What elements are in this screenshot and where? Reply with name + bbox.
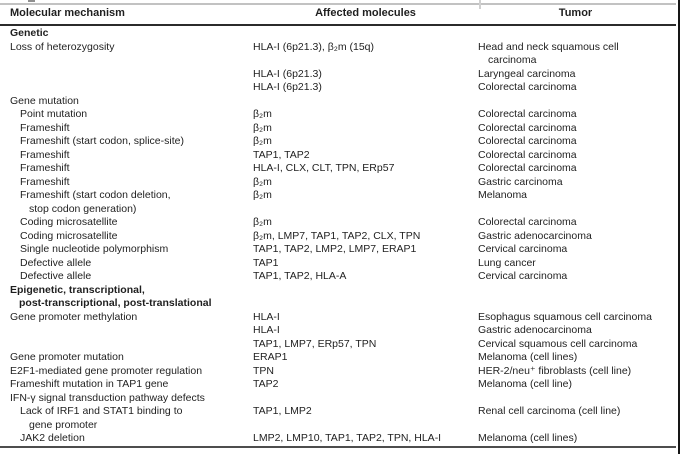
table-row <box>0 392 676 406</box>
immune-escape-table <box>0 7 676 448</box>
table-row <box>0 257 676 271</box>
molecules-cell: HLA-I, CLX, CLT, TPN, ERp57 <box>253 162 395 174</box>
mechanism-text: Single nucleotide polymorphism <box>20 243 169 255</box>
table-row <box>0 284 676 311</box>
tumor-cell <box>478 270 673 284</box>
tumor-cell <box>478 135 673 149</box>
mechanism-cell <box>0 230 243 244</box>
table-row <box>0 41 676 68</box>
table-row <box>0 135 676 149</box>
caption-fragment-artifact <box>28 0 35 2</box>
mechanism-text: Frameshift (start codon, splice-site) <box>20 135 184 147</box>
mechanism-cell <box>0 270 243 284</box>
table-row <box>0 243 676 257</box>
mechanism-text: Defective allele <box>20 270 92 282</box>
tumor-text: Melanoma <box>478 189 528 201</box>
molecules-cell: TAP1, LMP2 <box>253 405 312 417</box>
mechanism-cell <box>0 27 243 41</box>
molecules-cell <box>243 284 478 311</box>
tumor-text: Melanoma (cell lines) <box>478 351 578 363</box>
mechanism-cell <box>0 257 243 271</box>
mechanism-cell <box>0 216 243 230</box>
mechanism-text: Coding microsatellite <box>20 229 118 242</box>
tumor-cell <box>478 41 673 68</box>
molecules-cell: HLA-I <box>253 324 280 336</box>
table-row <box>0 338 676 352</box>
mechanism-cell <box>0 176 243 190</box>
table-row <box>0 230 676 244</box>
mechanism-cell <box>0 365 243 379</box>
mechanism-text: Frameshift mutation in TAP1 gene <box>10 378 169 390</box>
tumor-text: Head and neck squamous cell <box>478 40 619 53</box>
molecules-cell: TAP2 <box>253 378 279 390</box>
top-light-rule <box>0 3 676 5</box>
mechanism-cell <box>0 149 243 163</box>
mechanism-cell <box>0 68 243 82</box>
tumor-cell <box>478 324 673 338</box>
table-row <box>0 122 676 136</box>
tumor-cell <box>478 392 673 406</box>
mechanism-cell <box>0 243 243 257</box>
tumor-cell <box>478 351 673 365</box>
tumor-cell <box>478 230 673 244</box>
table-row <box>0 81 676 95</box>
mechanism-text: Gene promoter methylation <box>10 310 138 323</box>
tumor-cell <box>478 257 673 271</box>
table-header-row <box>0 7 676 24</box>
tumor-text: Cervical squamous cell carcinoma <box>478 337 638 350</box>
tumor-cell <box>478 162 673 176</box>
table-row <box>0 68 676 82</box>
mechanism-cell <box>0 392 243 406</box>
table-row <box>0 108 676 122</box>
mechanism-cell <box>0 351 243 365</box>
molecules-cell: TAP1, TAP2, HLA-A <box>253 270 347 282</box>
page-right-border <box>678 0 680 454</box>
mechanism-cell <box>0 324 243 338</box>
molecules-cell: TAP1 <box>253 256 279 269</box>
mechanism-cell <box>0 95 243 109</box>
tumor-text: Lung cancer <box>478 256 536 269</box>
molecules-cell: HLA-I (6p21.3) <box>253 67 322 80</box>
tumor-text: Esophagus squamous cell carcinoma <box>478 310 652 323</box>
table-row <box>0 95 676 109</box>
tumor-text: Gastric adenocarcinoma <box>478 229 592 242</box>
tumor-cell <box>478 365 673 379</box>
mechanism-cell <box>0 135 243 149</box>
mechanism-text: Loss of heterozygosity <box>10 40 115 53</box>
mechanism-text: Frameshift <box>20 162 70 174</box>
mechanism-continuation: stop codon generation) <box>29 202 137 215</box>
table-row <box>0 324 676 338</box>
mechanism-continuation: gene promoter <box>29 418 98 431</box>
molecules-cell: TAP1, LMP7, ERp57, TPN <box>253 337 377 350</box>
table-row <box>0 405 676 432</box>
header-molecular-mechanism: Molecular mechanism <box>10 7 125 19</box>
mechanism-cell <box>0 284 243 311</box>
tumor-continuation: carcinoma <box>488 54 537 66</box>
tumor-text: Colorectal carcinoma <box>478 81 577 93</box>
molecules-cell: β₂m <box>253 135 272 147</box>
tumor-text: Colorectal carcinoma <box>478 135 577 147</box>
molecules-cell: HLA-I <box>253 310 280 323</box>
mechanism-cell <box>0 311 243 325</box>
mechanism-text: IFN-γ signal transduction pathway defects <box>10 391 205 404</box>
molecules-cell <box>243 95 478 109</box>
mechanism-cell <box>0 338 243 352</box>
tumor-text: Melanoma (cell line) <box>478 378 572 390</box>
molecules-cell: LMP2, LMP10, TAP1, TAP2, TPN, HLA-I <box>253 432 442 444</box>
table-row <box>0 365 676 379</box>
table-row <box>0 351 676 365</box>
mechanism-text: Gene mutation <box>10 94 79 107</box>
molecules-cell: β₂m <box>253 216 272 228</box>
molecules-cell: TAP1, TAP2, LMP2, LMP7, ERAP1 <box>253 243 417 255</box>
mechanism-cell <box>0 189 243 216</box>
mechanism-cell <box>0 162 243 176</box>
mechanism-text: E2F1-mediated gene promoter regulation <box>10 364 203 377</box>
tumor-text: Gastric carcinoma <box>478 175 563 188</box>
table-row <box>0 149 676 163</box>
table-row <box>0 270 676 284</box>
tumor-cell <box>478 95 673 109</box>
mechanism-text: Frameshift <box>20 121 70 134</box>
table-row <box>0 189 676 216</box>
tumor-cell <box>478 189 673 216</box>
tumor-cell <box>478 27 673 41</box>
tumor-text: Colorectal carcinoma <box>478 162 577 174</box>
tumor-cell <box>478 432 673 446</box>
mechanism-cell <box>0 41 243 68</box>
molecules-cell <box>243 27 478 41</box>
mechanism-cell <box>0 432 243 446</box>
mechanism-text: Epigenetic, transcriptional, <box>10 283 145 296</box>
mechanism-text: Gene promoter mutation <box>10 351 124 363</box>
mechanism-cell <box>0 81 243 95</box>
molecules-cell: HLA-I (6p21.3) <box>253 81 322 93</box>
tumor-text: Cervical carcinoma <box>478 270 568 282</box>
table-row <box>0 311 676 325</box>
mechanism-cell <box>0 405 243 432</box>
mechanism-text: Defective allele <box>20 256 92 269</box>
tumor-text: Laryngeal carcinoma <box>478 67 576 80</box>
tumor-text: HER-2/neu⁺ fibroblasts (cell line) <box>478 364 632 377</box>
tumor-cell <box>478 176 673 190</box>
table-body <box>0 26 676 446</box>
table-row <box>0 162 676 176</box>
table-row <box>0 176 676 190</box>
tumor-text: Gastric adenocarcinoma <box>478 324 592 336</box>
molecules-cell: β₂m <box>253 175 272 188</box>
mechanism-text: JAK2 deletion <box>20 432 85 444</box>
mechanism-cell <box>0 108 243 122</box>
tumor-cell <box>478 108 673 122</box>
mechanism-text: Frameshift <box>20 148 70 161</box>
tumor-cell <box>478 311 673 325</box>
molecules-cell: β₂m <box>253 121 272 134</box>
tumor-text: Colorectal carcinoma <box>478 121 577 134</box>
table-row <box>0 216 676 230</box>
tumor-cell <box>478 122 673 136</box>
tumor-cell <box>478 284 673 311</box>
tumor-cell <box>478 338 673 352</box>
header-affected-molecules: Affected molecules <box>315 7 416 19</box>
molecules-cell: TPN <box>253 364 274 377</box>
tumor-text: Colorectal carcinoma <box>478 216 577 228</box>
tumor-text: Melanoma (cell lines) <box>478 432 578 444</box>
tumor-text: Colorectal carcinoma <box>478 148 577 161</box>
table-row <box>0 27 676 41</box>
tumor-cell <box>478 243 673 257</box>
table-row <box>0 432 676 446</box>
mechanism-text: Frameshift <box>20 175 70 188</box>
tumor-cell <box>478 149 673 163</box>
header-tumor: Tumor <box>558 7 593 19</box>
tumor-cell <box>478 405 673 432</box>
tumor-text: Renal cell carcinoma (cell line) <box>478 405 621 417</box>
mechanism-text: Coding microsatellite <box>20 216 118 228</box>
molecules-cell: HLA-I (6p21.3), β₂m (15q) <box>253 40 374 53</box>
molecules-cell: β₂m <box>253 189 272 201</box>
mechanism-text: Point mutation <box>20 108 88 120</box>
mechanism-cell <box>0 378 243 392</box>
tumor-cell <box>478 68 673 82</box>
molecules-cell <box>243 392 478 406</box>
mechanism-text: Genetic <box>10 27 49 39</box>
mechanism-text: Lack of IRF1 and STAT1 binding to <box>20 405 183 417</box>
tumor-cell <box>478 216 673 230</box>
mechanism-cell <box>0 122 243 136</box>
tumor-cell <box>478 378 673 392</box>
mechanism-continuation: post-transcriptional, post-translational <box>19 297 212 309</box>
tumor-cell <box>478 81 673 95</box>
bottom-rule <box>0 446 676 448</box>
molecules-cell: β₂m <box>253 108 272 120</box>
table-row <box>0 378 676 392</box>
tumor-text: Cervical carcinoma <box>478 243 568 255</box>
molecules-cell: ERAP1 <box>253 351 288 363</box>
molecules-cell: TAP1, TAP2 <box>253 148 310 161</box>
tumor-text: Colorectal carcinoma <box>478 108 577 120</box>
mechanism-text: Frameshift (start codon deletion, <box>20 189 171 201</box>
molecules-cell: β₂m, LMP7, TAP1, TAP2, CLX, TPN <box>253 229 421 242</box>
